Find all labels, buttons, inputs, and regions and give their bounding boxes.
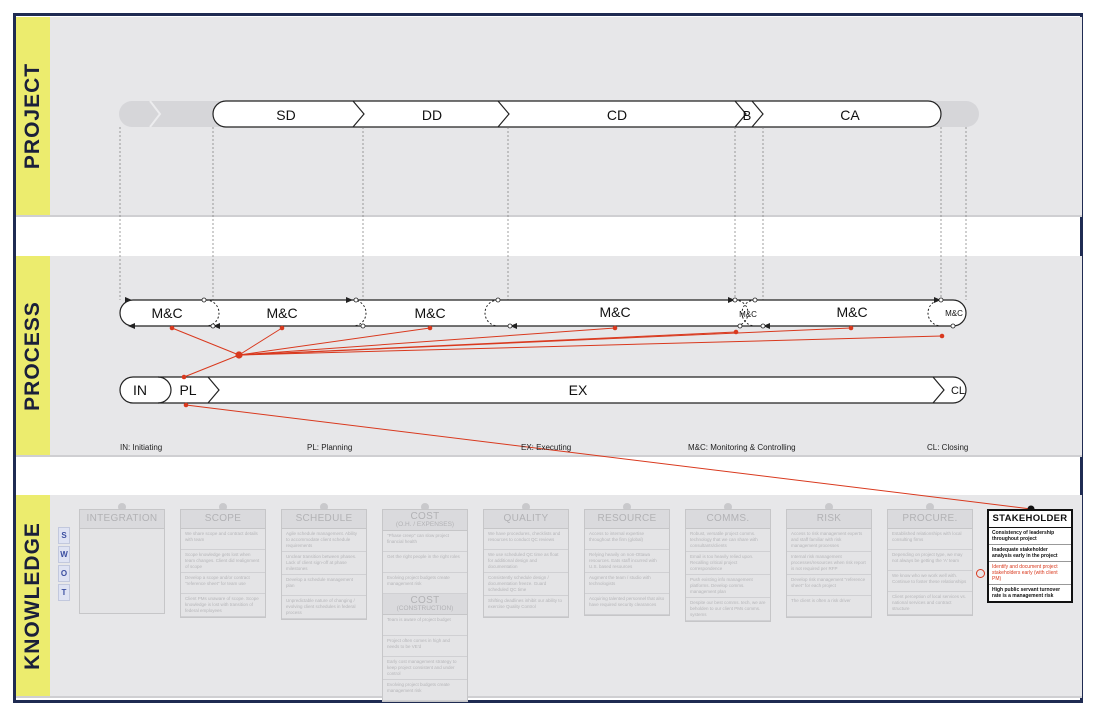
scope-strength: We share scope and contract details with team bbox=[181, 529, 265, 550]
card-resource bbox=[584, 509, 670, 616]
phase-cd: CD bbox=[606, 107, 628, 123]
phase-b: B bbox=[742, 108, 752, 123]
mc-label-5: M&C bbox=[739, 310, 757, 319]
stakeholder-threat: High public servant turnover rate is a management risk bbox=[992, 587, 1061, 599]
legend-planning: PL: Planning bbox=[307, 443, 353, 452]
cost2-threat: Evolving project budgets create management risk bbox=[383, 680, 467, 701]
card-quality-title: QUALITY bbox=[503, 513, 549, 524]
card-procure-title: PROCURE. bbox=[902, 513, 958, 524]
cost-opportunity: Evolving project budgets create management risk bbox=[383, 573, 467, 594]
swot-w: W bbox=[58, 546, 70, 563]
comms-weakness: Email is too heavily relied upon. Recalling critical project correspondence bbox=[686, 552, 770, 575]
phase-bar bbox=[213, 101, 941, 127]
stakeholder-marker-icon bbox=[976, 569, 985, 578]
schedule-opportunity: Develop a schedule management plan bbox=[282, 575, 366, 596]
schedule-threat: Unpredictable nature of changing / evolving client schedules in federal process bbox=[282, 596, 366, 619]
procure-opportunity: We know who we work well with. Continue to foster these relationships bbox=[888, 571, 972, 592]
risk-weakness: Internal risk management processes/resources when risk report is not required per RFP bbox=[787, 552, 871, 575]
procure-threat: Client perception of local services vs. national services and contract structure bbox=[888, 592, 972, 615]
process-ex: EX bbox=[568, 382, 588, 398]
scope-opportunity: Develop a scope and/or contract "reference sheet" for team use bbox=[181, 573, 265, 594]
scope-threat: Client PMs unaware of scope. Scope knowledge is lost with transition of federal employees bbox=[181, 594, 265, 617]
resource-weakness: Relying heavily on non-Ottawa resources. Eats staff incurred with U.S. based resources bbox=[585, 550, 669, 573]
cost2-weakness: Project often comes in high and needs to be VE'd bbox=[383, 636, 467, 657]
stakeholder-weakness: Inadequate stakeholder analysis early in the project bbox=[989, 545, 1071, 562]
schedule-weakness: Unclear transition between phases. Lack of client sign-off at phase milestones bbox=[282, 552, 366, 575]
card-cost-title: COST bbox=[410, 511, 440, 522]
legend-initiating: IN: Initiating bbox=[120, 443, 163, 452]
card-schedule-title: SCHEDULE bbox=[295, 513, 353, 524]
card-cost bbox=[382, 509, 468, 702]
process-section-label: PROCESS bbox=[21, 300, 44, 411]
card-schedule bbox=[281, 509, 367, 620]
card-resource-title: RESOURCE bbox=[597, 513, 657, 524]
process-group-bar bbox=[120, 377, 966, 403]
risk-strength: Access to risk management experts and staff familiar with risk management processes bbox=[787, 529, 871, 552]
card-cost-subtitle: (O.H. / EXPENSES) bbox=[395, 521, 455, 528]
phase-dd: DD bbox=[421, 107, 443, 123]
card-procure bbox=[887, 509, 973, 616]
card-risk bbox=[786, 509, 872, 618]
card-quality bbox=[483, 509, 569, 618]
quality-weakness: We use scheduled QC time as float for additional design and documentation bbox=[484, 550, 568, 573]
resource-threat: Acquiring talented personnel that also have required security clearances bbox=[585, 594, 669, 615]
swot-s: S bbox=[58, 527, 70, 544]
legend-executing: EX: Executing bbox=[521, 443, 572, 452]
cost2-opportunity: Early cost management strategy to keep project consistent and under control bbox=[383, 657, 467, 680]
risk-opportunity: Develop risk management "reference sheet" for each project bbox=[787, 575, 871, 596]
mc-label-4: M&C bbox=[599, 304, 631, 320]
mc-label-3: M&C bbox=[414, 305, 446, 321]
stakeholder-opportunity: Identify and document project stakeholders early (with client PM) bbox=[989, 562, 1071, 585]
project-section-label: PROJECT bbox=[21, 62, 44, 170]
cost-strength: "Phase creep" can slow project financial health bbox=[383, 531, 467, 552]
card-cost2-title: COST bbox=[410, 595, 440, 606]
swot-t: T bbox=[58, 584, 70, 601]
swot-o: O bbox=[58, 565, 70, 582]
card-risk-title: RISK bbox=[816, 513, 842, 524]
cost-weakness: Get the right people in the right roles bbox=[383, 552, 467, 573]
legend-monitoring: M&C: Monitoring & Controlling bbox=[688, 443, 796, 452]
mc-label-7: M&C bbox=[945, 309, 963, 318]
card-scope-title: SCOPE bbox=[204, 513, 242, 524]
process-in: IN bbox=[133, 382, 147, 398]
risk-connectors bbox=[172, 328, 1031, 509]
procure-weakness: Depending on project type, we may not always be getting the 'A' team bbox=[888, 550, 972, 571]
cost2-strength: Team is aware of project budget bbox=[383, 615, 467, 636]
resource-opportunity: Augment the team / studio with technologists bbox=[585, 573, 669, 594]
card-stakeholder bbox=[987, 509, 1073, 603]
knowledge-section-label: KNOWLEDGE bbox=[21, 521, 44, 670]
mc-label-2: M&C bbox=[266, 305, 298, 321]
card-scope bbox=[180, 509, 266, 618]
phase-guides bbox=[120, 127, 966, 300]
mc-label-1: M&C bbox=[151, 305, 183, 321]
process-pl: PL bbox=[179, 382, 197, 398]
comms-opportunity: Push existing info management platforms. Develop comms. management plan bbox=[686, 575, 770, 598]
card-comms bbox=[685, 509, 771, 622]
process-cl: CL bbox=[950, 385, 966, 397]
card-stakeholder-title: STAKEHOLDER bbox=[989, 511, 1071, 528]
phase-sd: SD bbox=[276, 107, 296, 123]
card-cost2-subtitle: (CONSTRUCTION) bbox=[396, 605, 454, 612]
risk-threat: The client is often a risk driver bbox=[787, 596, 871, 617]
scope-weakness: Scope knowledge gets lost when team changes. Client did realignment of scope bbox=[181, 550, 265, 573]
stakeholder-strength: Consistency of leadership throughout project bbox=[989, 528, 1071, 545]
comms-strength: Robust, versatile project comms. technology that we can share with consultants/clients bbox=[686, 529, 770, 552]
procure-strength: Established relationships with local consulting firms bbox=[888, 529, 972, 550]
card-integration-title: INTEGRATION bbox=[86, 513, 158, 524]
schedule-strength: Agile schedule management. Ability to accommodate client schedule requirements bbox=[282, 529, 366, 552]
comms-threat: Despite our best comms. tech, we are beholden to our client PMs comms. systems bbox=[686, 598, 770, 621]
card-comms-title: COMMS. bbox=[706, 513, 750, 524]
legend-closing: CL: Closing bbox=[927, 443, 969, 452]
resource-strength: Access to internal expertise throughout the firm (global) bbox=[585, 529, 669, 550]
card-integration bbox=[79, 509, 165, 614]
quality-opportunity: Consistently schedule design / documentation freeze. Guard scheduled QC time bbox=[484, 573, 568, 596]
phase-ca: CA bbox=[840, 107, 860, 123]
mc-label-6: M&C bbox=[836, 304, 868, 320]
quality-threat: Shifting deadlines inhibit our ability to exercise Quality Control bbox=[484, 596, 568, 617]
quality-strength: We have procedures, checklists and resources to conduct QC reviews bbox=[484, 529, 568, 550]
